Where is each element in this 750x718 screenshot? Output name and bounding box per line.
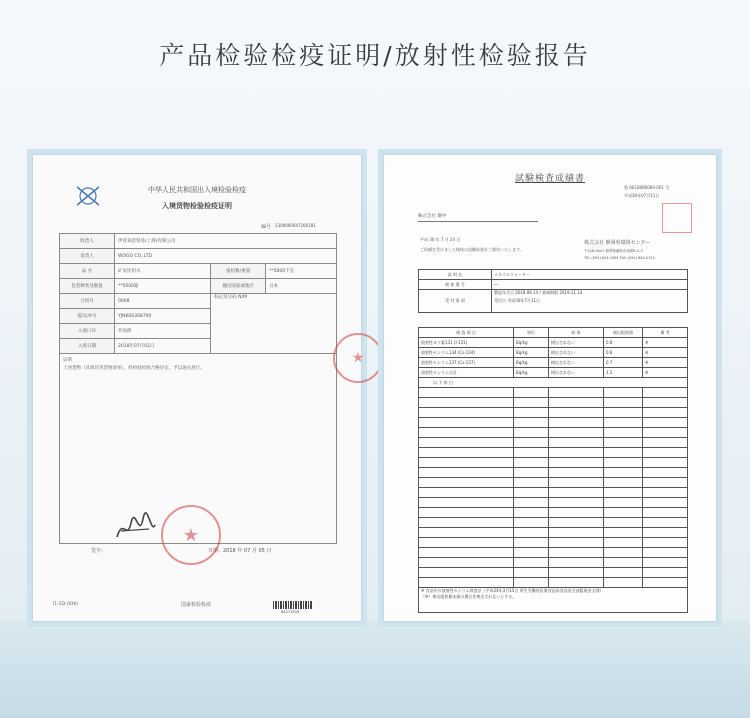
star-icon: ★ [182, 524, 200, 546]
table-row [60, 249, 337, 264]
received-label: 受付日 [494, 298, 506, 303]
info-value: ― [492, 280, 688, 290]
table-cell: 検出されない [549, 358, 604, 368]
column-header: 検 査 項 目 [419, 328, 514, 338]
form-value: 矿泉饮用水 [115, 264, 211, 279]
org-name: 株式会社 静岡県環境センター [584, 240, 651, 246]
left-doc-title-2: 入境货物检验检疫证明 [162, 202, 232, 210]
intro-text: ご依頼を受けました検体の試験結果をご報告いたします。 [420, 247, 524, 252]
table-cell: Bq/kg [514, 348, 549, 358]
form-value: **5000千克 [266, 264, 337, 279]
right-doc-number: 第 AE18080084-001 号 [624, 185, 670, 190]
table-header-row [419, 328, 688, 338]
footnote-cell [419, 588, 688, 613]
table-cell: Bq/kg [514, 358, 549, 368]
table-row [419, 338, 688, 348]
form-value: 0008 [115, 294, 211, 309]
form-value: 伊普莱恩贸易(上海)有限公司 [115, 234, 337, 249]
table-cell: 放射性ヨウ素131 (I-131) [419, 338, 514, 348]
form-label: 输出国家或地区 [211, 279, 266, 294]
info-value [492, 290, 688, 313]
table-cell: 0.7 [604, 358, 643, 368]
table-row [419, 538, 688, 548]
form-label: 入境口岸 [60, 324, 115, 339]
table-cell: 検出されない [549, 348, 604, 358]
company-seal [662, 203, 692, 233]
left-footer-code: [1-3]3-(XXX) [53, 601, 78, 606]
table-row [60, 279, 337, 294]
info-value: ミネラルウォーター [492, 270, 688, 280]
column-header: 単位 [514, 328, 549, 338]
signature-mark [113, 511, 157, 545]
form-label: 品 名 [60, 264, 115, 279]
table-row [419, 398, 688, 408]
page-title: 产品检验检疫证明/放射性检验报告 [159, 41, 591, 70]
table-cell: 検出されない [549, 368, 604, 378]
date-label: 日期：2018 年 07 月 05 日 [208, 548, 272, 554]
form-value: YJNK00308700 [115, 309, 211, 324]
table-row [419, 548, 688, 558]
table-row [419, 458, 688, 468]
table-cell: Bq/kg [514, 368, 549, 378]
form-value: 日本 [266, 279, 337, 294]
table-cell: Bq/kg [514, 338, 549, 348]
table-cell: ※ [643, 368, 688, 378]
background-sea [0, 620, 750, 718]
table-cell: 0.8 [604, 338, 643, 348]
table-row [419, 508, 688, 518]
table-row [419, 368, 688, 378]
official-stamp-side [333, 333, 383, 383]
table-row [419, 348, 688, 358]
form-value: 2018年07月02日 [115, 339, 211, 354]
form-value: WOGO CO.,LTD [115, 249, 337, 264]
info-label: 検 体 番 号 [419, 280, 492, 290]
intro-date: 平成 30 年 7 月 24 日 [420, 237, 461, 242]
form-value: 外高桥 [115, 324, 211, 339]
column-header: 結 果 [549, 328, 604, 338]
table-row [419, 578, 688, 588]
left-doc-number-label: 编号 [261, 224, 272, 230]
addressee: 株式会社 御中 [418, 214, 447, 219]
table-row [419, 280, 688, 290]
table-row [419, 498, 688, 508]
form-label: 收货人 [60, 234, 115, 249]
org-tel: TEL (054) 644-1081 FAX (054) 644-2315 [584, 256, 655, 260]
info-label: 受 付 事 項 [419, 290, 492, 313]
table-row [419, 558, 688, 568]
table-row [419, 468, 688, 478]
received-value: 平成30年7月11日 [507, 298, 541, 303]
table-row [419, 518, 688, 528]
footnote-1: ※ 食品中の放射性セシウム検査法（平成24年3月15日 厚生労働省医薬食品局食品安全部監視安全課） [421, 588, 604, 593]
table-cell: ※ [643, 348, 688, 358]
left-document [33, 155, 365, 621]
table-row [419, 378, 688, 388]
signature-label: 签字： [91, 548, 107, 554]
table-cell: 放射性セシウム137 (Cs-137) [419, 358, 514, 368]
form-value: N/M [238, 295, 247, 300]
table-row [419, 290, 688, 313]
sample-info-table [418, 269, 688, 313]
table-cell: 1.5 [604, 368, 643, 378]
table-row [419, 270, 688, 280]
column-header: 検出限界値 [604, 328, 643, 338]
form-value: **5000箱 [115, 279, 211, 294]
right-document [384, 155, 716, 621]
table-row [419, 588, 688, 613]
table-cell: ※ [643, 358, 688, 368]
left-doc-title-1: 中华人民共和国出入境检验检疫 [148, 186, 246, 194]
table-row [60, 264, 337, 279]
table-row [419, 478, 688, 488]
table-cell: 放射性セシウム134 (Cs-134) [419, 348, 514, 358]
table-row [419, 408, 688, 418]
table-row [419, 528, 688, 538]
left-footer-center: 国家检验检疫 [181, 602, 212, 608]
right-document-frame [378, 149, 722, 627]
form-label: 发货人 [60, 249, 115, 264]
barcode-number: 8A271509 [281, 610, 299, 614]
table-row [419, 388, 688, 398]
form-label: 标记及号码 [214, 295, 237, 300]
table-cell: 検出されない [549, 338, 604, 348]
remark-text: 上述货物（具体详见货物清单），经检验检疫合格评定，予以通关放行。 [63, 366, 205, 371]
divider [418, 221, 538, 222]
org-address: 〒426-0041 静岡県藤枝市高柳1-2-3 [584, 249, 643, 253]
form-label: 报检数/重量 [211, 264, 266, 279]
right-doc-title: 試験検査成績書 [514, 174, 585, 184]
table-row [419, 428, 688, 438]
remark-label: 证明 [63, 358, 72, 363]
table-row [60, 234, 337, 249]
column-header: 備 考 [643, 328, 688, 338]
end-mark: 以 下 余 白 [419, 378, 688, 388]
left-doc-form-table [59, 233, 337, 544]
table-row [419, 448, 688, 458]
table-row [60, 294, 337, 309]
star-icon: ★ [351, 350, 365, 366]
left-document-frame [27, 149, 367, 627]
form-label: 合同号 [60, 294, 115, 309]
table-row [419, 358, 688, 368]
results-table [418, 327, 688, 613]
official-stamp-main [161, 505, 221, 565]
info-label: 試 料 名 [419, 270, 492, 280]
barcode [273, 601, 313, 609]
table-row [419, 568, 688, 578]
form-label: 提/运单号 [60, 309, 115, 324]
right-doc-date-top: 平成30年07月11日 [624, 193, 660, 198]
info-value-text: 製造年月日 2018.06.14 / 賞味期限 2019.11.14 [494, 290, 583, 295]
table-row [419, 418, 688, 428]
table-cell: ※ [643, 338, 688, 348]
form-label: 入境日期 [60, 339, 115, 354]
form-value [211, 294, 337, 354]
footnote-2: （※）検出限界値未満の場合を検出されないとする。 [421, 594, 517, 599]
table-cell: 0.8 [604, 348, 643, 358]
left-doc-number: 1300000047206181 [275, 223, 316, 228]
table-row [419, 488, 688, 498]
table-row [419, 438, 688, 448]
table-cell: 放射性セシウム合計 [419, 368, 514, 378]
form-label: 包装种类及数量 [60, 279, 115, 294]
